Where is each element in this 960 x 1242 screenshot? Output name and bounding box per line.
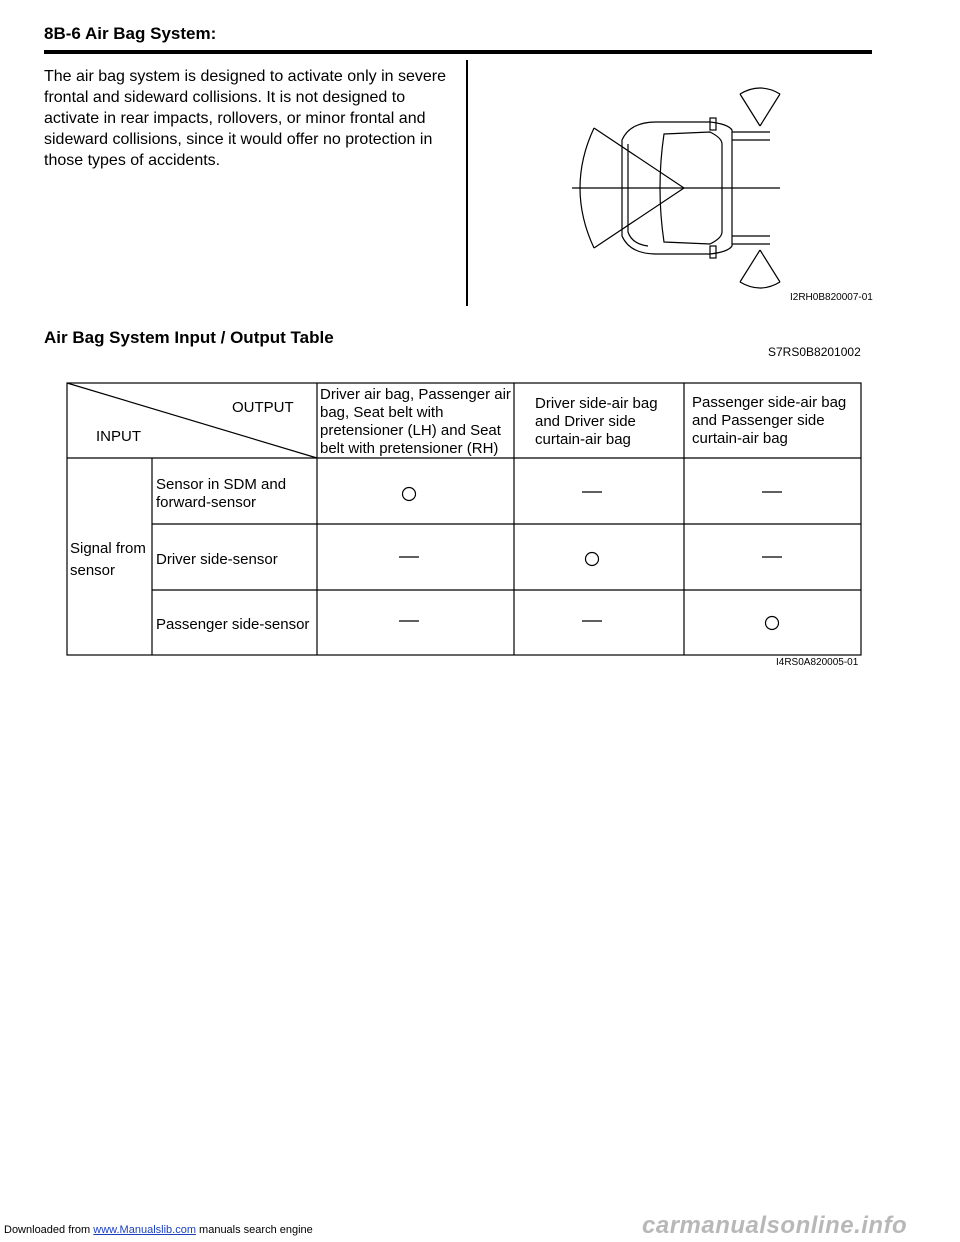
column-header-passenger-side: Passenger side-air bag and Passenger side curtain-air bag <box>692 394 847 447</box>
watermark: carmanualsonline.info <box>642 1212 908 1239</box>
table-mark-circle-r1-c1 <box>586 553 599 566</box>
page-header-title: 8B-6 Air Bag System: <box>44 24 217 43</box>
row-label-passenger-side: Passenger side-sensor <box>156 616 310 633</box>
footer-prefix: Downloaded from <box>4 1224 94 1236</box>
table-mark-circle-r2-c2 <box>766 617 779 630</box>
group-label: Signal from sensor <box>70 540 146 579</box>
section-title: Air Bag System Input / Output Table <box>44 328 334 347</box>
table-mark-circle-r0-c0 <box>403 488 416 501</box>
footer-link[interactable]: www.Manualslib.com <box>93 1224 196 1236</box>
table-marks <box>399 488 782 630</box>
column-divider <box>466 60 468 306</box>
column-header-front: Driver air bag, Passenger air bag, Seat belt with pretensioner (LH) and Seat belt with pretensioner (RH) <box>320 386 511 457</box>
intro-paragraph: The air bag system is designed to activate only in severe frontal and sideward collisions. It is not designed to activate in rear impacts, rollovers, or minor frontal and sideward collisions, since it would offer no protection in those types of accidents. <box>44 68 446 169</box>
section-code: S7RS0B8201002 <box>768 345 861 359</box>
footer <box>4 1224 313 1236</box>
figure1-id: I2RH0B820007-01 <box>790 292 873 303</box>
header-rule <box>44 50 872 54</box>
row-label-driver-side: Driver side-sensor <box>156 551 278 568</box>
column-header-driver-side: Driver side-air bag and Driver side curtain-air bag <box>535 395 658 448</box>
row-label-forward: Sensor in SDM and forward-sensor <box>156 476 287 511</box>
footer-suffix: manuals search engine <box>195 1224 313 1236</box>
output-label: OUTPUT <box>232 399 294 416</box>
table-figure-id: I4RS0A820005-01 <box>776 657 859 668</box>
vehicle-sensing-diagram <box>560 82 850 292</box>
input-label: INPUT <box>96 428 141 445</box>
